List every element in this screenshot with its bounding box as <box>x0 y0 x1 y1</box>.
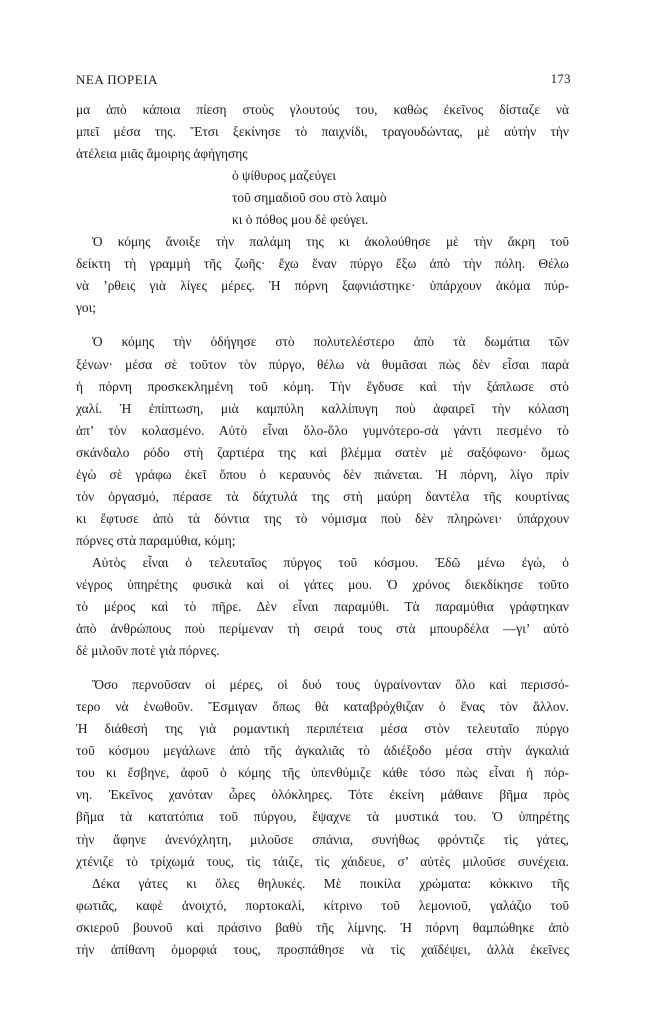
verse-line: κι ὁ πόθος μου δὲ φεύγει. <box>232 212 369 228</box>
paragraph <box>76 674 569 872</box>
text-line: ἡ πόρνη προσκεκλημένη τοῦ κόμη. Τὴν ἔγδυσε καὶ τὴν ξάπλωσε στὸ <box>76 378 569 394</box>
text-line: δὲ μιλοῦν ποτὲ γιὰ πόρνες. <box>76 643 220 659</box>
paragraph <box>76 99 569 165</box>
paragraph <box>76 552 569 662</box>
text-line: Ὅσο περνοῦσαν οἱ μέρες, οἱ δυό τους ὑγραίνονταν ὅλο καὶ περισσό- <box>92 677 569 693</box>
text-line: χτένιζε τὸ τρίχωμά τους, τὶς τάιζε, τὶς χάιδευε, σ’ αὐτὲς μιλοῦσε συνέχεια. <box>76 853 569 869</box>
text-line: τὴν ἄφηνε ἀνενόχλητη, μιλοῦσε σπάνια, συνήθως φρόντιζε τὶς γάτες, <box>76 831 569 847</box>
text-line: νὰ ’ρθεις γιὰ λίγες μέρες. Ἡ πόρνη ξαφνιάστηκε· ὑπάρχουν ἀκόμα πύρ- <box>76 278 569 294</box>
text-line: γοι; <box>76 300 96 316</box>
text-line: μα ἀπὸ κάποια πίεση στοὺς γλουτούς του, καθὼς ἐκεῖνος δίσταζε νὰ <box>76 102 569 117</box>
text-line: ἀτέλεια μιᾶς ἄμοιρης ἀφήγησης <box>76 146 248 162</box>
text-line: κι ἔφτυσε ἀπὸ τὰ δόντια της τὸ νόμισμα ποὺ δὲν πληρώνει· ὑπάρχουν <box>76 510 569 526</box>
text-line: ἀπὸ ἀνθρώπους ποὺ περίμεναν τὴ σειρά τους στὰ μπουρδέλα —γι’ αὐτὸ <box>76 621 569 637</box>
running-header <box>76 72 571 92</box>
verse-stanza <box>76 165 569 231</box>
text-line: βῆμα τὰ κατατόπια τοῦ πύργου, ἔψαχνε τὰ μυστικά του. Ὁ ὑπηρέτης <box>76 809 569 825</box>
paragraph <box>76 331 569 551</box>
text-line: Ὁ κόμης ἄνοιξε τὴν παλάμη της κι ἀκολούθησε μὲ τὴν ἄκρη τοῦ <box>92 234 569 250</box>
verse-line: ὁ ψίθυρος μαζεύγει <box>232 168 337 184</box>
text-line: τὸν ὀργασμό, πέρασε τὰ δάχτυλά της στὴ μαύρη δαντέλα τῆς κουρτίνας <box>76 488 569 504</box>
body-text <box>76 99 569 961</box>
paragraph <box>76 873 569 961</box>
text-line: χαλί. Ἡ ἐπίπτωση, μιὰ καμπύλη καλλίπυγη ποὺ ἀφαιρεῖ τὴν κόλαση <box>76 400 569 416</box>
text-line: πόρνες στὰ παραμύθια, κόμη; <box>76 532 236 548</box>
text-line: τερο νὰ ἑνωθοῦν. Ἔσμιγαν ὅπως θὰ καταβρόχθιζαν ὁ ἕνας τὸν ἄλλον. <box>76 699 569 715</box>
text-line: τὴν ἀπίθανη ὀμορφιά τους, προσπάθησε νὰ τὶς χαϊδέψει, ἀλλὰ ἐκεῖνες <box>76 941 569 957</box>
text-line: του κι ἔσβηνε, ἀφοῦ ὁ κόμης τῆς ὑπενθύμιζε κάθε τόσο πὼς εἶναι ἡ πόρ- <box>76 765 569 781</box>
text-line: τὸ μέρος καὶ τὸ πῆρε. Δὲν εἶναι παραμύθι. Τὰ παραμύθια γράφτηκαν <box>76 599 569 615</box>
text-line: ξένων· μέσα σὲ τοῦτον τὸν πύργο, θέλω νὰ θυμᾶσαι πὼς δὲν εἶσαι παρὰ <box>76 356 569 372</box>
text-line: σκάνδαλο ρόδο στὴ ζαρτιέρα της καὶ βλέμμα σατὲν μὲ σαξόφωνο· ὅμως <box>76 444 569 460</box>
text-line: ἀπ’ τὸν κολασμένο. Αὐτὸ εἶναι ὅλο-ὅλο γυμνότερο-σὰ γάντι πεσμένο τὸ <box>76 422 569 438</box>
text-line: Ὁ κόμης τὴν ὁδήγησε στὸ πολυτελέστερο ἀπὸ τὰ δωμάτια τῶν <box>92 334 569 350</box>
text-line: νέγρος ὑπηρέτης φυσικὰ καὶ οἱ γάτες μου. Ὁ χρόνος διεκδίκησε τοῦτο <box>76 576 569 592</box>
page-number: 173 <box>550 72 571 86</box>
verse-line: τοῦ σημαδιοῦ σου στὸ λαιμὸ <box>232 190 387 206</box>
text-line: Αὐτὸς εἶναι ὁ τελευταῖος πύργος τοῦ κόσμου. Ἐδῶ μένω ἐγώ, ὁ <box>92 554 569 570</box>
journal-title: ΝΕΑ ΠΟΡΕΙΑ <box>76 72 158 87</box>
text-line: τοῦ κόσμου μεγάλωνε ἀπὸ τῆς ἀγκαλιᾶς τὸ ἀδιέξοδο μέσα στὴν ἀγκαλιά <box>76 743 569 759</box>
text-line: μπεῖ μέσα της. Ἔτσι ξεκίνησε τὸ παιχνίδι, τραγουδώντας, μὲ αὐτὴν τὴν <box>76 124 569 140</box>
text-line: Ἡ διάθεσή της γιὰ ρομαντικὴ περιπέτεια μέσα στὸν τελευταῖο πύργο <box>76 721 569 737</box>
text-line: νη. Ἐκεῖνος χανόταν ὧρες ὁλόκληρες. Τότε ἐκείνη μάθαινε βῆμα πρὸς <box>76 787 569 803</box>
paragraph <box>76 231 569 319</box>
text-line: ἐγὼ σὲ γράφω ἐκεῖ ὅπου ὁ κεραυνὸς δὲν πιάνεται. Ἡ πόρνη, λίγο πρὶν <box>76 466 569 482</box>
text-line: σκιεροῦ βουνοῦ καὶ πράσινο βαθὺ τῆς λίμνης. Ἡ πόρνη θαμπώθηκε ἀπὸ <box>76 919 569 935</box>
text-line: φωτιᾶς, καφὲ ἀνοιχτό, πορτοκαλί, κίτρινο τοῦ λεμονιοῦ, γαλάζιο τοῦ <box>76 897 569 913</box>
text-line: δείκτη τὴ γραμμὴ τῆς ζωῆς· ἔχω ἕναν πύργο ἔξω ἀπὸ τὴν πόλη. Θέλω <box>76 256 569 272</box>
text-line: Δέκα γάτες κι ὅλες θηλυκές. Μὲ ποικίλα χρώματα: κόκκινο τῆς <box>92 875 569 891</box>
